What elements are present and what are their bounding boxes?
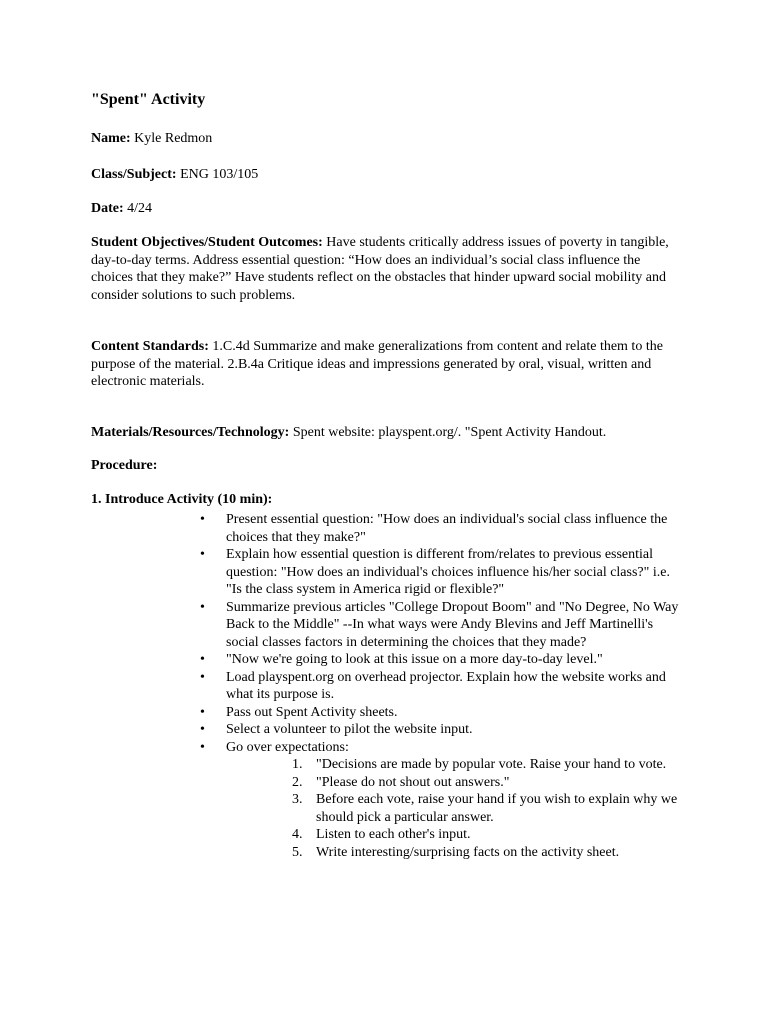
name-field [91, 130, 212, 148]
procedure-heading: Procedure: [91, 458, 158, 473]
bullet-icon: • [200, 722, 205, 737]
bullet-icon: • [200, 739, 205, 755]
bullet-icon: • [200, 599, 205, 615]
expectation-number: 3. [292, 792, 303, 807]
list-item [200, 669, 680, 704]
content-standards-text: 1.C.4d Summarize and make generalizations from content and relate them to the purpose of the material. 2.B.4a Critique ideas and impressions generated by oral, visual, written and electronic materials. [91, 339, 663, 389]
content-standards-section [91, 338, 681, 391]
date-field [91, 200, 152, 218]
expectation-number: 5. [292, 844, 303, 860]
expectation-number: 1. [292, 757, 303, 772]
expectation-number: 2. [292, 774, 303, 790]
expectation-item [292, 756, 692, 774]
list-item [200, 704, 680, 722]
list-item-text: Go over expectations: [226, 739, 349, 755]
list-item [200, 511, 680, 546]
materials-label: Materials/Resources/Technology: [91, 425, 290, 440]
list-item [200, 739, 680, 862]
materials-text: Spent website: playspent.org/. "Spent Activity Handout. [292, 425, 607, 440]
expectation-text: Before each vote, raise your hand if you wish to explain why we should pick a particular answer. [316, 792, 678, 825]
expectation-text: "Please do not shout out answers." [316, 774, 510, 790]
expectations-list [292, 756, 692, 861]
class-subject-label: Class/Subject: [91, 167, 177, 182]
expectation-item [292, 826, 692, 844]
bullet-icon: • [200, 512, 205, 527]
date-value: 4/24 [127, 201, 153, 216]
date-label: Date: [91, 201, 124, 216]
expectation-text: Write interesting/surprising facts on the activity sheet. [316, 844, 620, 860]
document-title: "Spent" Activity [91, 91, 206, 108]
list-item-text: Explain how essential question is different from/relates to previous essential question: "How does an individual's choices influence his/her social class?" i.e. "Is the class system in America rigid or flexible?" [226, 547, 670, 597]
list-item [200, 651, 680, 669]
bullet-icon: • [200, 704, 205, 720]
expectation-text: Listen to each other's input. [316, 827, 471, 842]
list-item-text: Load playspent.org on overhead projector. Explain how the website works and what its purpose is. [226, 669, 666, 702]
class-subject-field [91, 166, 258, 184]
objectives-text: Have students critically address issues of poverty in tangible, day-to-day terms. Address essential question: “How does an individual’s social class influence the choices that they make?” Have students reflect on the obstacles that hinder upward social mobility and consider solutions to such problems. [91, 235, 669, 303]
bullet-icon: • [200, 669, 205, 685]
expectation-number: 4. [292, 827, 303, 842]
list-item-text: Select a volunteer to pilot the website input. [226, 722, 473, 737]
list-item [200, 546, 680, 599]
name-label: Name: [91, 131, 131, 146]
expectation-item [292, 774, 692, 792]
step-1-heading: 1. Introduce Activity (10 min): [91, 492, 273, 507]
list-item [200, 599, 680, 652]
class-subject-value: ENG 103/105 [180, 167, 259, 182]
materials-section [91, 424, 681, 442]
list-item-text: Present essential question: "How does an individual's social class influence the choices that they make?" [226, 512, 668, 545]
list-item-text: Pass out Spent Activity sheets. [226, 704, 398, 720]
bullet-icon: • [200, 652, 205, 667]
objectives-section [91, 234, 681, 304]
list-item [200, 721, 680, 739]
expectation-item [292, 791, 692, 826]
objectives-label: Student Objectives/Student Outcomes: [91, 235, 323, 250]
list-item-text: "Now we're going to look at this issue on a more day-to-day level." [226, 652, 603, 667]
expectation-item [292, 844, 692, 862]
list-item-text: Summarize previous articles "College Dropout Boom" and "No Degree, No Way Back to the Middle" --In what ways were Andy Blevins and Jeff Martinelli's social classes factors in determining the choices that they made? [226, 599, 679, 650]
bullet-icon: • [200, 547, 205, 562]
expectation-text: "Decisions are made by popular vote. Raise your hand to vote. [316, 757, 667, 772]
name-value: Kyle Redmon [134, 131, 213, 146]
step-1-bullet-list [200, 511, 680, 861]
content-standards-label: Content Standards: [91, 339, 209, 354]
